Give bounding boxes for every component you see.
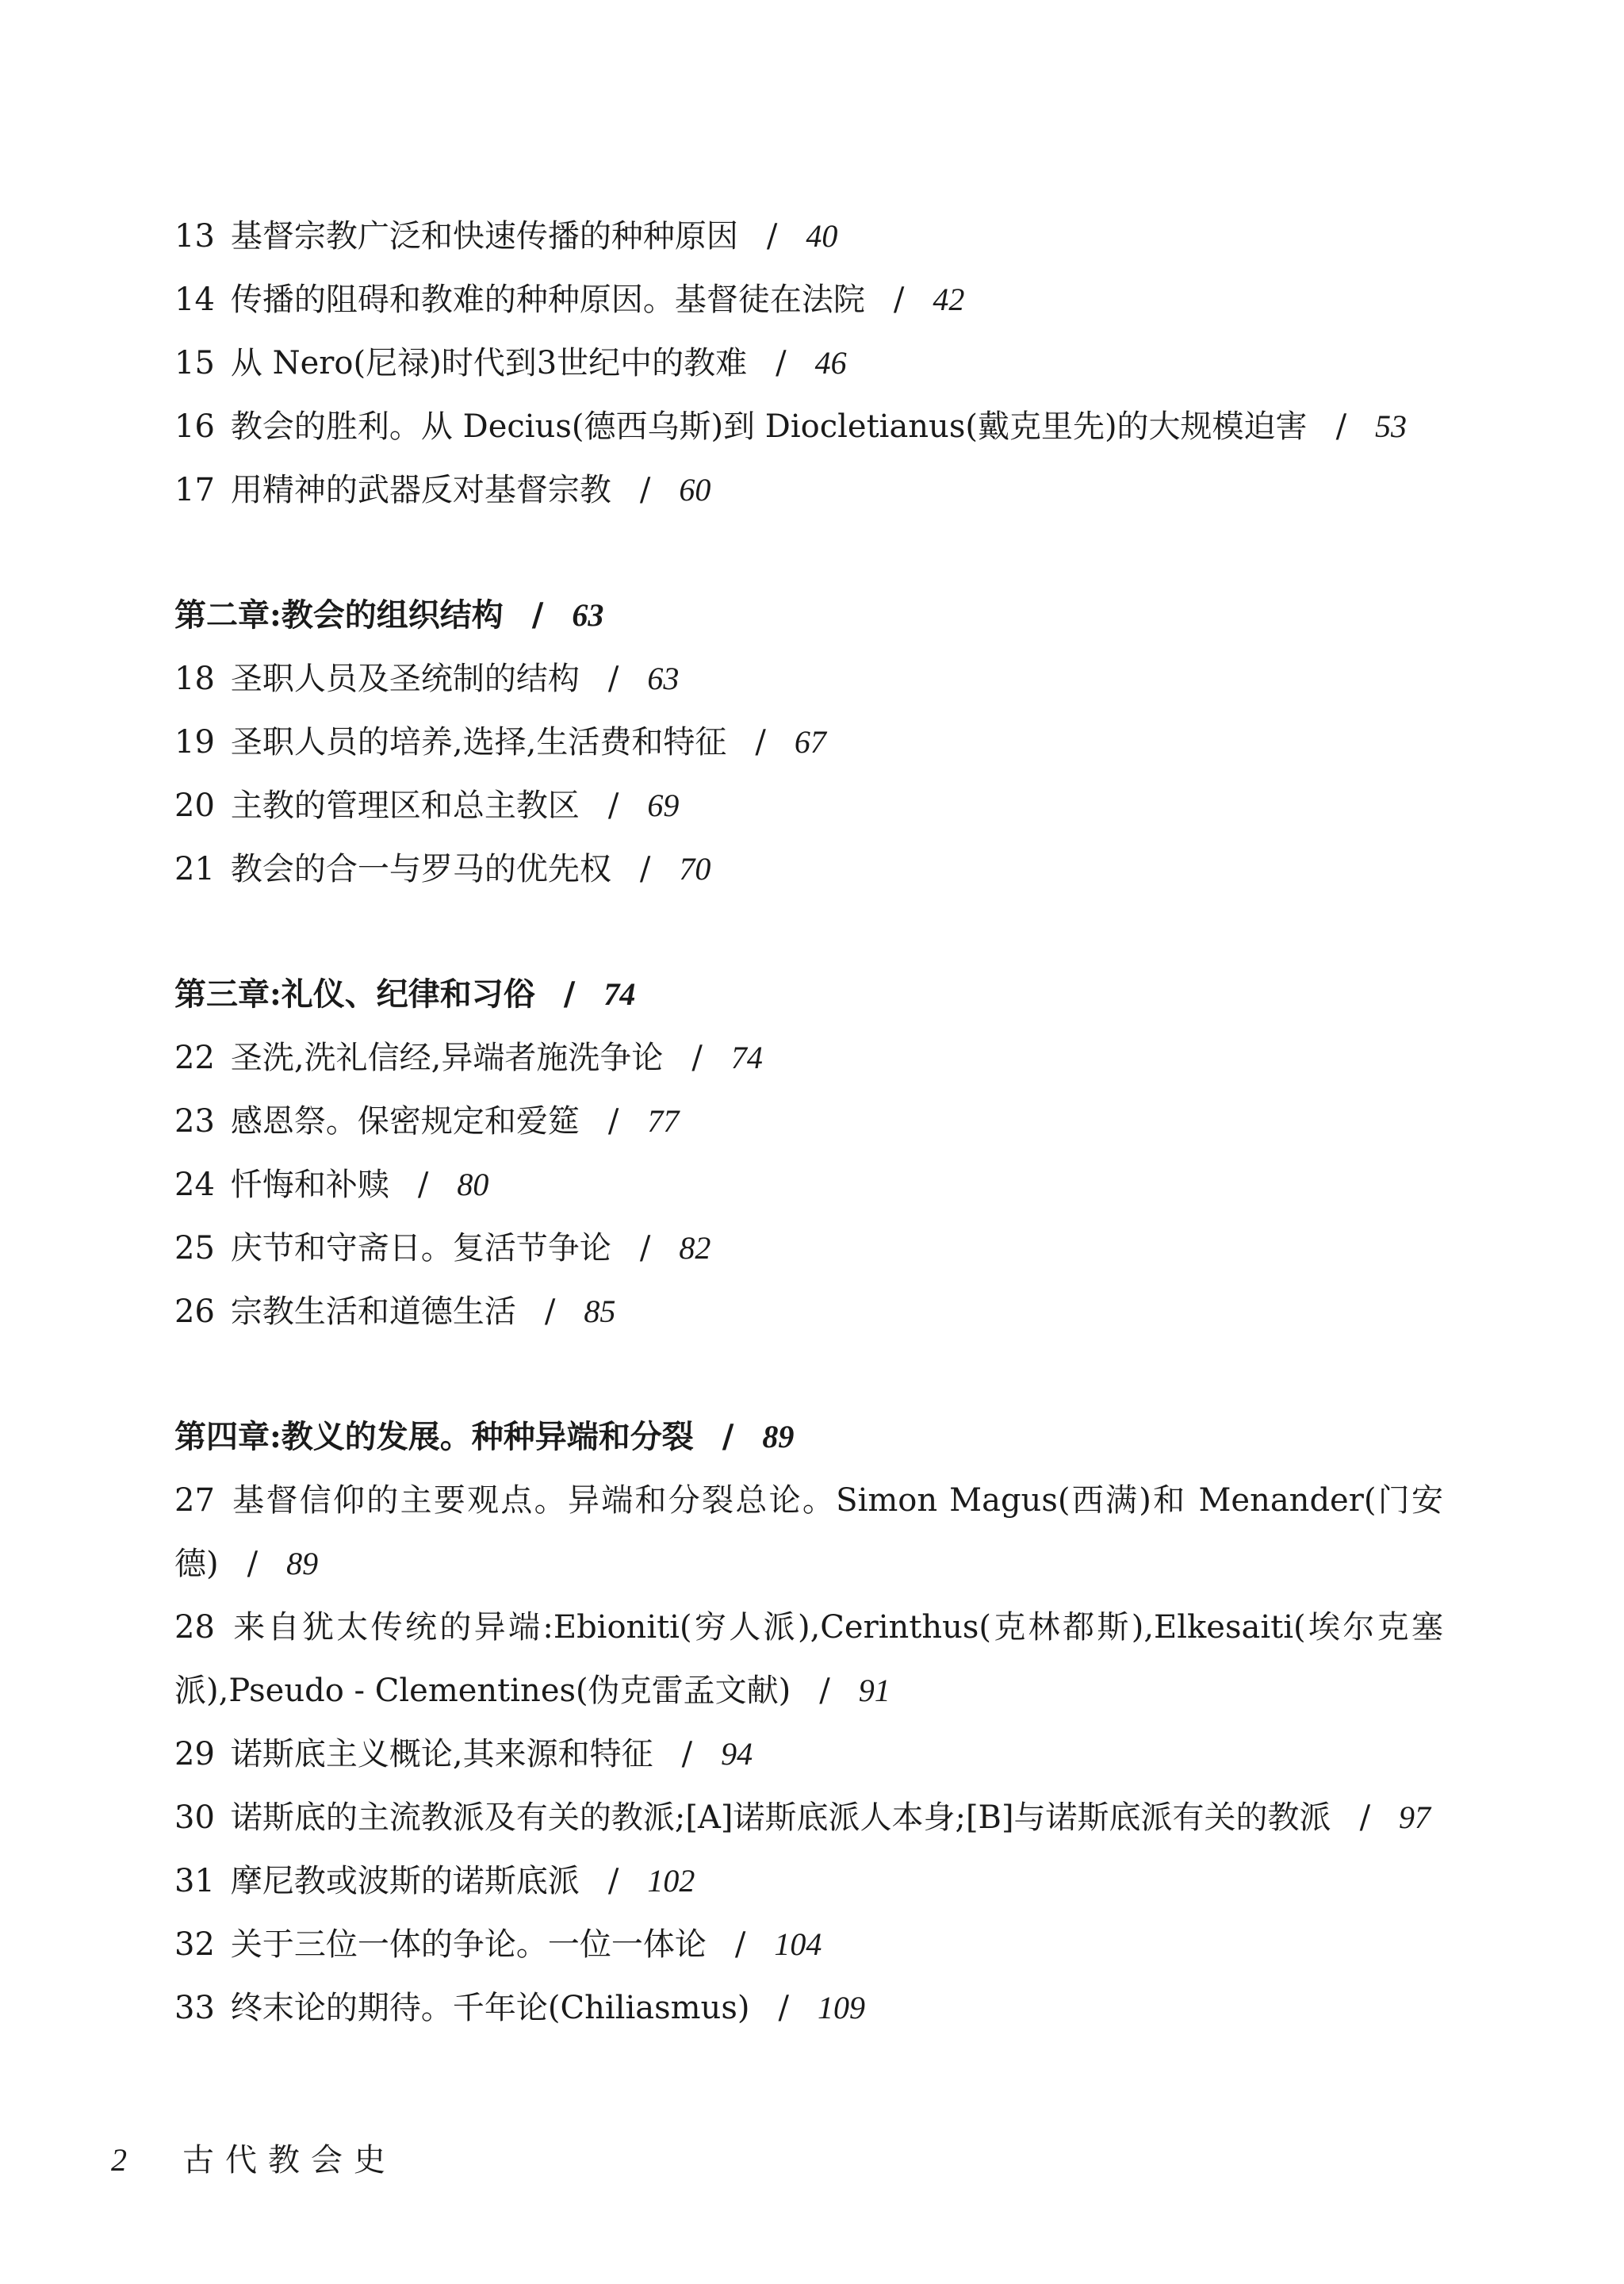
entry-number: 26 xyxy=(174,1293,215,1330)
separator: / xyxy=(1335,408,1347,445)
entry-number: 14 xyxy=(174,282,215,318)
entry-number: 18 xyxy=(174,661,215,697)
toc-entry-31 xyxy=(174,1849,1443,1913)
separator: / xyxy=(681,1736,693,1772)
chapter-heading-2 xyxy=(174,584,1443,647)
separator: / xyxy=(544,1293,556,1330)
entry-number: 33 xyxy=(174,1990,215,2026)
entry-page: 97 xyxy=(1399,1799,1431,1835)
separator: / xyxy=(607,661,619,697)
separator: / xyxy=(776,345,787,381)
page-footer xyxy=(111,2135,396,2180)
separator: / xyxy=(607,1863,619,1899)
chapter-page: 63 xyxy=(572,597,604,633)
separator: / xyxy=(893,282,905,318)
separator: / xyxy=(563,975,576,1013)
entry-title: 终末论的期待。千年论(Chiliasmus) xyxy=(230,1990,750,2026)
entry-page: 91 xyxy=(858,1673,891,1708)
footer-book-title: 古代教会史 xyxy=(182,2142,396,2179)
separator: / xyxy=(639,1230,651,1267)
toc-entry-26 xyxy=(174,1280,1443,1343)
entry-title: 来自犹太传统的异端:Ebioniti(穷人派),Cerinthus(克林都斯),Elkesaiti(埃尔克塞派),Pseudo - Clementines(伪克雷孟文献) xyxy=(174,1609,1443,1709)
entry-title: 宗教生活和道德生活 xyxy=(230,1293,516,1330)
section-gap xyxy=(174,522,1443,584)
separator: / xyxy=(607,788,619,824)
toc-entry-19 xyxy=(174,711,1443,774)
toc-entry-15 xyxy=(174,331,1443,395)
toc-entry-25 xyxy=(174,1217,1443,1280)
toc-entry-16 xyxy=(174,395,1443,458)
entry-title: 关于三位一体的争论。一位一体论 xyxy=(230,1926,707,1963)
footer-page-number: 2 xyxy=(111,2142,127,2178)
separator: / xyxy=(607,1103,619,1140)
toc-entry-24 xyxy=(174,1153,1443,1217)
entry-title: 基督宗教广泛和快速传播的种种原因 xyxy=(230,218,738,255)
separator: / xyxy=(778,1990,789,2026)
entry-page: 69 xyxy=(647,788,680,823)
entry-page: 67 xyxy=(794,724,826,760)
entry-page: 80 xyxy=(457,1167,489,1202)
entry-title: 诺斯底的主流教派及有关的教派;[A]诺斯底派人本身;[B]与诺斯底派有关的教派 xyxy=(230,1799,1331,1836)
entry-title: 诺斯底主义概论,其来源和特征 xyxy=(230,1736,653,1772)
toc-entry-22 xyxy=(174,1026,1443,1090)
entry-page: 94 xyxy=(721,1736,753,1772)
entry-title: 忏悔和补赎 xyxy=(230,1167,389,1203)
toc-entry-20 xyxy=(174,774,1443,837)
separator: / xyxy=(755,724,766,761)
entry-page: 85 xyxy=(584,1293,616,1329)
entry-number: 29 xyxy=(174,1736,215,1772)
toc-entry-30 xyxy=(174,1786,1443,1849)
entry-title: 传播的阻碍和教难的种种原因。基督徒在法院 xyxy=(230,282,865,318)
entry-title: 主教的管理区和总主教区 xyxy=(230,788,580,824)
entry-number: 30 xyxy=(174,1799,215,1836)
toc-entry-18 xyxy=(174,647,1443,711)
entry-page: 63 xyxy=(647,661,680,696)
toc-entry-23 xyxy=(174,1090,1443,1153)
entry-number: 24 xyxy=(174,1167,215,1203)
table-of-contents xyxy=(174,205,1443,2040)
chapter-page: 89 xyxy=(762,1419,795,1454)
entry-page: 74 xyxy=(730,1040,763,1075)
separator: / xyxy=(639,851,651,887)
toc-entry-32 xyxy=(174,1913,1443,1976)
entry-title: 教会的胜利。从 Decius(德西乌斯)到 Diocletianus(戴克里先)的大规模迫害 xyxy=(230,408,1308,445)
separator: / xyxy=(819,1673,830,1709)
entry-title: 圣洗,洗礼信经,异端者施洗争论 xyxy=(230,1040,664,1076)
entry-page: 109 xyxy=(817,1990,865,2025)
entry-page: 104 xyxy=(774,1926,822,1962)
separator: / xyxy=(417,1167,429,1203)
entry-number: 23 xyxy=(174,1103,215,1140)
toc-entry-21 xyxy=(174,837,1443,901)
toc-entry-13 xyxy=(174,205,1443,268)
separator: / xyxy=(1359,1799,1371,1836)
section-gap xyxy=(174,1343,1443,1405)
entry-title: 圣职人员及圣统制的结构 xyxy=(230,661,580,697)
entry-title: 从 Nero(尼禄)时代到3世纪中的教难 xyxy=(230,345,748,381)
entry-title: 感恩祭。保密规定和爱筵 xyxy=(230,1103,580,1140)
entry-page: 42 xyxy=(933,282,965,317)
entry-number: 20 xyxy=(174,788,215,824)
chapter-title: 第三章:礼仪、纪律和习俗 xyxy=(174,975,535,1013)
chapter-heading-4 xyxy=(174,1405,1443,1469)
entry-title: 用精神的武器反对基督宗教 xyxy=(230,472,611,508)
entry-number: 17 xyxy=(174,472,215,508)
entry-number: 16 xyxy=(174,408,215,445)
separator: / xyxy=(766,218,778,255)
entry-title: 圣职人员的培养,选择,生活费和特征 xyxy=(230,724,727,761)
entry-title: 摩尼教或波斯的诺斯底派 xyxy=(230,1863,580,1899)
entry-number: 19 xyxy=(174,724,215,761)
entry-page: 40 xyxy=(806,218,838,254)
entry-page: 102 xyxy=(647,1863,695,1899)
separator: / xyxy=(247,1546,259,1582)
entry-page: 89 xyxy=(286,1546,319,1581)
entry-page: 53 xyxy=(1375,408,1408,444)
chapter-page: 74 xyxy=(603,976,636,1012)
entry-number: 27 xyxy=(174,1482,215,1519)
entry-title: 教会的合一与罗马的优先权 xyxy=(230,851,611,887)
entry-page: 60 xyxy=(679,472,711,508)
section-gap xyxy=(174,901,1443,963)
toc-entry-29 xyxy=(174,1723,1443,1786)
entry-title: 基督信仰的主要观点。异端和分裂总论。Simon Magus(西满)和 Menander(门安德) xyxy=(174,1482,1443,1582)
chapter-title: 第四章:教义的发展。种种异端和分裂 xyxy=(174,1418,694,1455)
separator: / xyxy=(531,596,544,634)
toc-entry-14 xyxy=(174,268,1443,331)
toc-entry-17 xyxy=(174,458,1443,522)
chapter-title: 第二章:教会的组织结构 xyxy=(174,596,504,634)
entry-number: 25 xyxy=(174,1230,215,1267)
entry-page: 46 xyxy=(814,345,847,381)
entry-number: 28 xyxy=(174,1609,215,1646)
entry-number: 22 xyxy=(174,1040,215,1076)
entry-number: 32 xyxy=(174,1926,215,1963)
toc-entry-27 xyxy=(174,1469,1443,1596)
separator: / xyxy=(691,1040,703,1076)
entry-title: 庆节和守斋日。复活节争论 xyxy=(230,1230,611,1267)
entry-number: 21 xyxy=(174,851,215,887)
chapter-heading-3 xyxy=(174,963,1443,1026)
separator: / xyxy=(639,472,651,508)
separator: / xyxy=(722,1418,734,1455)
entry-page: 70 xyxy=(679,851,711,887)
entry-number: 13 xyxy=(174,218,215,255)
entry-number: 31 xyxy=(174,1863,215,1899)
toc-entry-28 xyxy=(174,1596,1443,1723)
entry-page: 77 xyxy=(647,1103,680,1139)
entry-number: 15 xyxy=(174,345,215,381)
toc-entry-33 xyxy=(174,1976,1443,2040)
entry-page: 82 xyxy=(679,1230,711,1266)
separator: / xyxy=(734,1926,746,1963)
